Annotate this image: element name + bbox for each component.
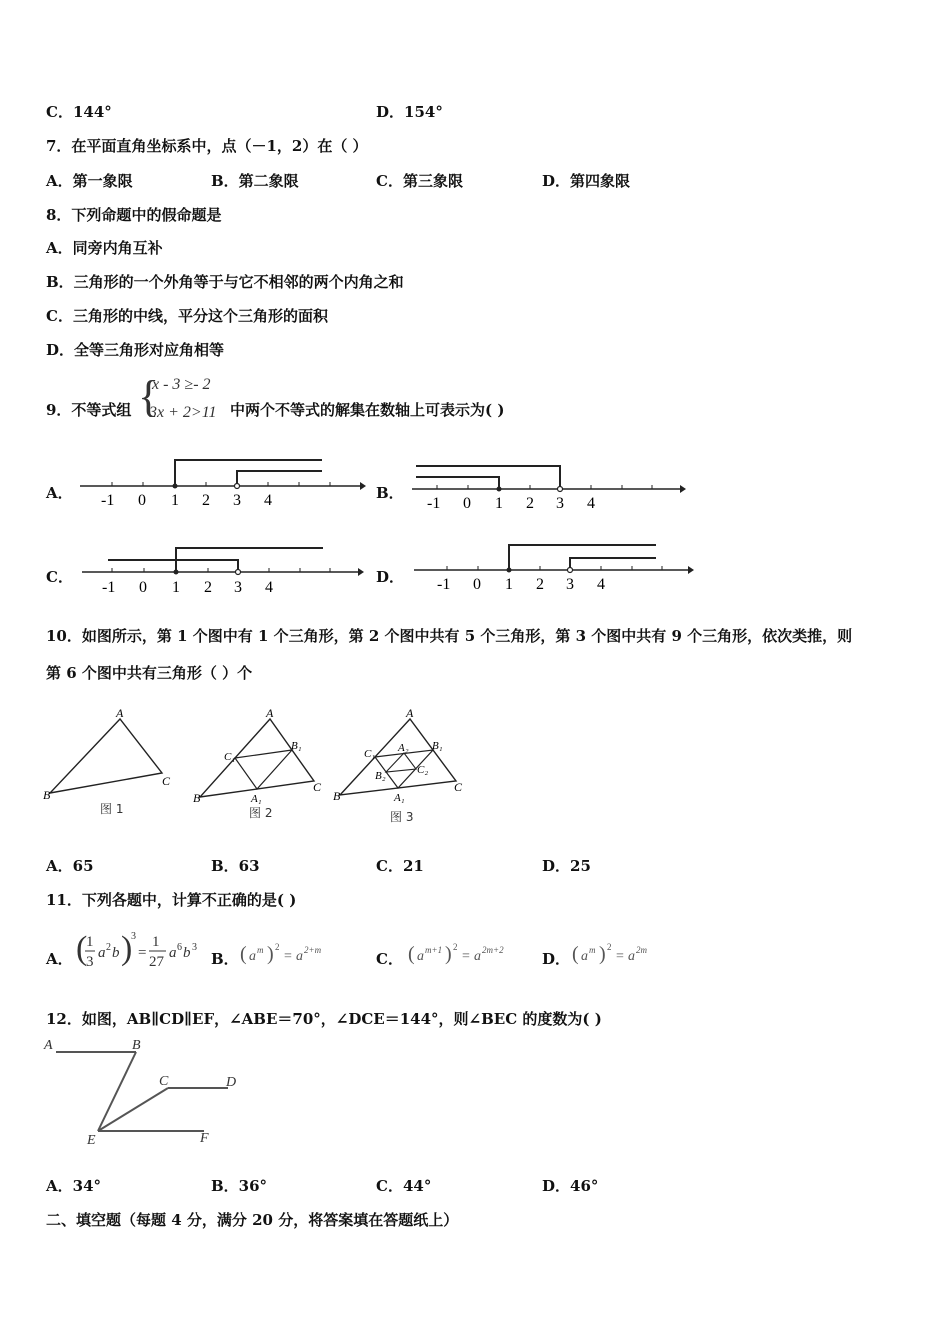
q12-option-d: D．46° bbox=[542, 1177, 599, 1195]
label-a2: A₂ bbox=[398, 742, 409, 754]
tick-label: 2 bbox=[204, 579, 212, 596]
svg-text:3: 3 bbox=[131, 931, 136, 942]
q8-option-d: D．全等三角形对应角相等 bbox=[46, 341, 225, 359]
label-a1: A₁ bbox=[394, 792, 405, 804]
svg-text:=: = bbox=[462, 949, 470, 964]
q6-option-c: C．144° bbox=[46, 103, 112, 121]
svg-text:=: = bbox=[616, 949, 624, 964]
label-b: B bbox=[132, 1038, 141, 1053]
svg-text:): ) bbox=[121, 930, 133, 967]
svg-text:b: b bbox=[112, 945, 120, 961]
svg-text:3: 3 bbox=[192, 942, 197, 953]
label-c: C bbox=[162, 774, 171, 788]
q7-stem: 7．在平面直角坐标系中，点（－1，2）在（ ） bbox=[46, 137, 368, 155]
q10-option-c: C．21 bbox=[376, 857, 424, 875]
tick-label: -1 bbox=[437, 576, 451, 593]
q8-stem: 8．下列命题中的假命题是 bbox=[46, 206, 222, 224]
label-f: F bbox=[200, 1131, 209, 1146]
label-d: D bbox=[226, 1075, 237, 1090]
svg-text:a: a bbox=[98, 945, 106, 961]
tick-label: -1 bbox=[102, 579, 116, 596]
label-c2: C₂ bbox=[417, 764, 429, 776]
svg-text:(: ( bbox=[240, 943, 247, 965]
svg-text:2: 2 bbox=[275, 942, 280, 952]
tick-label: 3 bbox=[233, 492, 241, 509]
svg-text:2: 2 bbox=[106, 942, 111, 953]
svg-text:a: a bbox=[581, 949, 588, 964]
q11-option-a-label: A． bbox=[46, 950, 73, 968]
tick-label: 2 bbox=[526, 495, 534, 512]
svg-text:6: 6 bbox=[177, 942, 182, 953]
tick-label: 1 bbox=[505, 576, 513, 593]
tick-label: 3 bbox=[234, 579, 242, 596]
q12-option-c: C．44° bbox=[376, 1177, 432, 1195]
q11-option-d-label: D． bbox=[542, 950, 571, 968]
q9-option-c-label: C． bbox=[46, 568, 73, 586]
number-line-a bbox=[80, 455, 365, 515]
q7-option-b: B．第二象限 bbox=[211, 172, 299, 190]
svg-text:(: ( bbox=[76, 930, 88, 967]
q12-option-a: A．34° bbox=[46, 1177, 102, 1195]
tick-label: 4 bbox=[597, 576, 605, 593]
brace-icon: { bbox=[138, 372, 160, 421]
svg-text:a: a bbox=[628, 949, 635, 964]
svg-text:a: a bbox=[169, 945, 177, 961]
svg-text:): ) bbox=[445, 943, 452, 965]
q8-option-c: C．三角形的中线，平分这个三角形的面积 bbox=[46, 307, 328, 325]
svg-text:a: a bbox=[474, 949, 481, 964]
tick-label: 2 bbox=[202, 492, 210, 509]
svg-text:2m+2: 2m+2 bbox=[482, 945, 504, 955]
svg-text:2: 2 bbox=[607, 942, 612, 952]
svg-text:3: 3 bbox=[86, 954, 94, 970]
label-b1: B₁ bbox=[291, 740, 302, 752]
tick-label: 3 bbox=[566, 576, 574, 593]
number-line-c bbox=[82, 540, 367, 600]
q10-figure-1 bbox=[40, 705, 180, 805]
q11-option-b-label: B． bbox=[211, 950, 239, 968]
q12-option-b: B．36° bbox=[211, 1177, 268, 1195]
tick-label: 1 bbox=[171, 492, 179, 509]
svg-text:b: b bbox=[183, 945, 191, 961]
number-line-b bbox=[412, 458, 692, 518]
svg-text:a: a bbox=[296, 949, 303, 964]
q9-ineq-2: 3x + 2>11 bbox=[149, 404, 217, 421]
tick-label: 2 bbox=[536, 576, 544, 593]
q7-option-a: A．第一象限 bbox=[46, 172, 133, 190]
tick-label: 4 bbox=[587, 495, 595, 512]
q8-option-a: A．同旁内角互补 bbox=[46, 239, 163, 257]
q10-option-a: A．65 bbox=[46, 857, 94, 875]
label-b1: B₁ bbox=[432, 740, 443, 752]
svg-text:1: 1 bbox=[152, 934, 160, 950]
svg-text:27: 27 bbox=[149, 954, 164, 970]
number-line-d bbox=[414, 540, 699, 600]
label-b: B bbox=[333, 789, 341, 803]
tick-label: 0 bbox=[139, 579, 147, 596]
tick-label: -1 bbox=[101, 492, 115, 509]
tick-label: 3 bbox=[556, 495, 564, 512]
label-b: B bbox=[193, 791, 201, 805]
q6-option-d: D．154° bbox=[376, 103, 443, 121]
svg-text:2+m: 2+m bbox=[304, 945, 322, 955]
svg-text:): ) bbox=[267, 943, 274, 965]
q8-option-b: B．三角形的一个外角等于与它不相邻的两个内角之和 bbox=[46, 273, 404, 291]
tick-label: 4 bbox=[265, 579, 273, 596]
label-a: A bbox=[266, 706, 274, 720]
q9-option-b-label: B． bbox=[376, 484, 404, 502]
label-e: E bbox=[87, 1133, 96, 1148]
q7-option-c: C．第三象限 bbox=[376, 172, 463, 190]
tick-label: 0 bbox=[473, 576, 481, 593]
section-2-heading: 二、填空题（每题 4 分，满分 20 分，将答案填在答题纸上） bbox=[46, 1211, 459, 1229]
q12-figure bbox=[40, 1034, 250, 1149]
label-b: B bbox=[43, 788, 51, 802]
q10-figure-2 bbox=[190, 705, 330, 805]
svg-text:(: ( bbox=[572, 943, 579, 965]
q10-stem-line1: 10．如图所示，第 1 个图中有 1 个三角形，第 2 个图中共有 5 个三角形，第 3 个图中共有 9 个三角形，依次类推，则 bbox=[46, 627, 853, 645]
label-c: C bbox=[313, 780, 322, 794]
svg-text:=: = bbox=[284, 949, 292, 964]
svg-text:m+1: m+1 bbox=[425, 945, 443, 955]
tick-label: 1 bbox=[495, 495, 503, 512]
svg-text:a: a bbox=[249, 949, 256, 964]
svg-text:m: m bbox=[589, 945, 596, 955]
q11-stem: 11．下列各题中，计算不正确的是( ) bbox=[46, 891, 297, 909]
q10-option-b: B．63 bbox=[211, 857, 260, 875]
label-a1: A₁ bbox=[251, 793, 262, 805]
label-a: A bbox=[44, 1038, 53, 1053]
svg-text:1: 1 bbox=[86, 934, 94, 950]
q12-stem: 12．如图，AB∥CD∥EF，∠ABE＝70°，∠DCE＝144°，则∠BEC 的度数为( ) bbox=[46, 1010, 602, 1028]
svg-text:m: m bbox=[257, 945, 264, 955]
q7-option-d: D．第四象限 bbox=[542, 172, 631, 190]
q9-option-d-label: D． bbox=[376, 568, 405, 586]
label-c1: C₁ bbox=[364, 748, 376, 760]
label-c: C bbox=[159, 1074, 169, 1089]
q11-formula-c bbox=[408, 940, 528, 970]
label-c1: C₁ bbox=[224, 751, 236, 763]
q10-caption-1: 图 1 bbox=[100, 802, 124, 816]
q10-stem-line2: 第 6 个图中共有三角形（ ）个 bbox=[46, 664, 253, 682]
q10-figure-3 bbox=[330, 705, 470, 805]
q11-formula-d bbox=[572, 940, 672, 970]
q10-caption-2: 图 2 bbox=[249, 806, 273, 820]
label-c: C bbox=[454, 780, 463, 794]
tick-label: 0 bbox=[463, 495, 471, 512]
tick-label: 4 bbox=[264, 492, 272, 509]
tick-label: 1 bbox=[172, 579, 180, 596]
svg-text:): ) bbox=[599, 943, 606, 965]
q11-formula-b bbox=[240, 940, 340, 970]
svg-text:a: a bbox=[417, 949, 424, 964]
label-b2: B₂ bbox=[375, 770, 386, 782]
tick-label: -1 bbox=[427, 495, 441, 512]
q10-option-d: D．25 bbox=[542, 857, 591, 875]
q9-prefix: 9．不等式组 bbox=[46, 401, 132, 419]
svg-text:(: ( bbox=[408, 943, 415, 965]
svg-text:2m: 2m bbox=[636, 945, 647, 955]
q11-formula-a bbox=[76, 928, 211, 974]
label-a: A bbox=[116, 706, 124, 720]
tick-label: 0 bbox=[138, 492, 146, 509]
q11-option-c-label: C． bbox=[376, 950, 403, 968]
q10-caption-3: 图 3 bbox=[390, 810, 414, 824]
svg-text:=: = bbox=[138, 945, 147, 961]
q9-suffix: 中两个不等式的解集在数轴上可表示为( ) bbox=[230, 401, 505, 419]
q9-ineq-1: x - 3 ≥- 2 bbox=[152, 376, 211, 393]
label-a: A bbox=[406, 706, 414, 720]
svg-text:2: 2 bbox=[453, 942, 458, 952]
q9-option-a-label: A． bbox=[46, 484, 73, 502]
